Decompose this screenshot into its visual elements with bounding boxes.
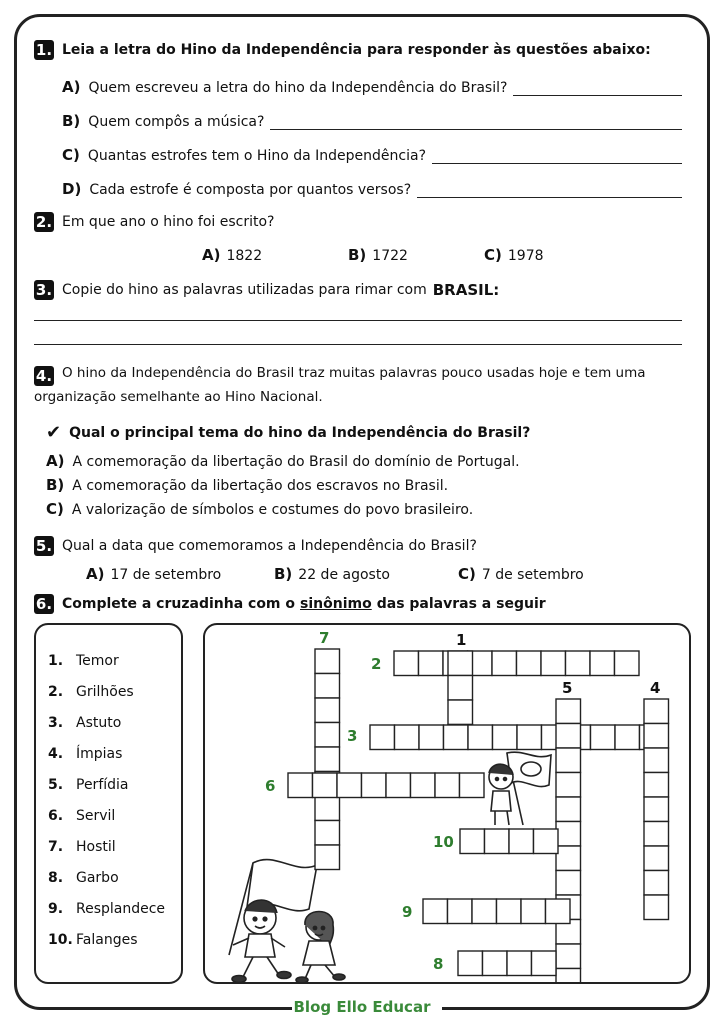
crossword-cell[interactable]: [448, 651, 473, 676]
item-text: Quem compôs a música?: [88, 114, 265, 130]
crossword-cell[interactable]: [644, 748, 669, 773]
word-list-item: [48, 800, 165, 831]
item-text: Cada estrofe é composta por quantos versos?: [89, 182, 412, 198]
crossword-cell[interactable]: [448, 676, 473, 701]
word-number: 7.: [48, 838, 64, 855]
option-letter: C): [458, 565, 476, 583]
word-text: Hostil: [76, 838, 116, 855]
word-list-item: [48, 831, 165, 862]
crossword-cell[interactable]: [509, 829, 534, 854]
crossword-cell[interactable]: [423, 899, 448, 924]
question-number: 1.: [35, 41, 53, 59]
word-text: Perfídia: [76, 776, 129, 793]
crossword-cell[interactable]: [644, 773, 669, 798]
crossword-grid[interactable]: [205, 625, 691, 984]
option-text: 22 de agosto: [298, 567, 390, 583]
crossword-cell[interactable]: [419, 651, 444, 676]
q5-option-c[interactable]: [458, 565, 584, 583]
crossword-cell[interactable]: [386, 773, 411, 798]
clue-number-n10: 10: [433, 833, 454, 851]
subquestion-text: Qual o principal tema do hino da Independência do Brasil?: [69, 424, 531, 441]
crossword-cell[interactable]: [460, 829, 485, 854]
question-6: [34, 594, 546, 614]
crossword-cell[interactable]: [448, 899, 473, 924]
word-list-item: [48, 769, 165, 800]
crossword-cell[interactable]: [644, 846, 669, 871]
clue-number-n1: 1: [456, 631, 467, 649]
crossword-cell[interactable]: [468, 725, 493, 750]
question-2-text: Em que ano o hino foi escrito?: [62, 214, 275, 230]
crossword-cell[interactable]: [362, 773, 387, 798]
option-text: A comemoração da libertação dos escravos no Brasil.: [72, 478, 449, 494]
word-text: Servil: [76, 807, 116, 824]
item-letter: B): [62, 112, 81, 130]
word-list-item: [48, 862, 165, 893]
checkmark-icon: ✔: [46, 422, 62, 443]
crossword-cell[interactable]: [394, 651, 419, 676]
q2-option-a[interactable]: [202, 246, 262, 264]
question-3: [34, 280, 499, 300]
option-letter: A): [46, 452, 65, 470]
question-number: 6.: [35, 595, 53, 613]
item-letter: C): [62, 146, 80, 164]
word-list-item: [48, 738, 165, 769]
crossword-cell[interactable]: [507, 951, 532, 976]
word-list-item: [48, 893, 165, 924]
crossword-cell[interactable]: [483, 951, 508, 976]
question-3-text: Copie do hino as palavras utilizadas para rimar com: [62, 282, 427, 298]
question-4-subquestion: [46, 422, 530, 443]
crossword-cell[interactable]: [644, 797, 669, 822]
clue-number-n5: 5: [562, 679, 573, 697]
clue-number-n3: 3: [347, 727, 358, 745]
crossword-cell[interactable]: [370, 725, 395, 750]
crossword-cell[interactable]: [435, 773, 460, 798]
question-1: [34, 40, 651, 60]
word-list-item: [48, 707, 165, 738]
option-letter: A): [202, 246, 221, 264]
crossword-cell[interactable]: [337, 773, 362, 798]
answer-line[interactable]: [432, 150, 682, 164]
q4-option-b[interactable]: [46, 476, 448, 494]
crossword-cell[interactable]: [444, 725, 469, 750]
q1-item-d: [62, 180, 682, 198]
crossword-cell[interactable]: [517, 651, 542, 676]
word-number: 8.: [48, 869, 64, 886]
question-2: [34, 212, 274, 232]
option-text: 7 de setembro: [481, 567, 584, 583]
question-number: 4.: [35, 367, 53, 385]
q1-item-b: [62, 112, 682, 130]
word-list-item: [48, 645, 165, 676]
item-text: Quantas estrofes tem o Hino da Independência?: [87, 148, 427, 164]
question-number: 2.: [35, 213, 53, 231]
crossword-cell[interactable]: [591, 725, 616, 750]
crossword-cell[interactable]: [556, 969, 581, 985]
clue-number-n2: 2: [371, 655, 382, 673]
word-text: Falanges: [76, 931, 138, 948]
question-1-title: Leia a letra do Hino da Independência para responder às questões abaixo:: [62, 42, 651, 58]
answer-line[interactable]: [270, 116, 682, 130]
crossword-cell[interactable]: [313, 773, 338, 798]
clue-number-n9: 9: [402, 903, 413, 921]
underlined-word: sinônimo: [300, 596, 372, 612]
word-number: 3.: [48, 714, 64, 731]
word-text: Resplandece: [76, 900, 166, 917]
crossword-cell[interactable]: [541, 651, 566, 676]
q2-option-c[interactable]: [484, 246, 544, 264]
crossword-cell[interactable]: [556, 699, 581, 724]
crossword-cell[interactable]: [315, 674, 340, 699]
item-text: Quem escreveu a letra do hino da Independência do Brasil?: [88, 80, 508, 96]
question-number: 3.: [35, 281, 53, 299]
answer-line[interactable]: [34, 344, 682, 345]
crossword-cell[interactable]: [492, 651, 517, 676]
crossword-cell[interactable]: [556, 724, 581, 749]
answer-line[interactable]: [513, 82, 682, 96]
crossword-cell[interactable]: [556, 773, 581, 798]
q4-option-c[interactable]: [46, 500, 473, 518]
crossword-cell[interactable]: [315, 723, 340, 748]
crossword-cell[interactable]: [395, 725, 420, 750]
crossword-cell[interactable]: [517, 725, 542, 750]
word-list-box: [34, 623, 183, 984]
option-letter: C): [484, 246, 502, 264]
crossword-cell[interactable]: [556, 846, 581, 871]
word-list-item: [48, 676, 165, 707]
crossword-cell[interactable]: [644, 895, 669, 920]
footer-brand: Blog Ello Educar: [293, 998, 431, 1016]
option-letter: B): [348, 246, 367, 264]
clue-number-n4: 4: [650, 679, 661, 697]
crossword-cell[interactable]: [315, 649, 340, 674]
word-number: 5.: [48, 776, 64, 793]
crossword-cell[interactable]: [556, 797, 581, 822]
clue-number-n7: 7: [319, 629, 330, 647]
word-number: 4.: [48, 745, 64, 762]
crossword-cell[interactable]: [448, 700, 473, 725]
q2-option-b[interactable]: [348, 246, 408, 264]
crossword-cell[interactable]: [485, 829, 510, 854]
option-letter: A): [86, 565, 105, 583]
q1-item-a: [62, 78, 682, 96]
clue-number-n8: 8: [433, 955, 444, 973]
item-letter: A): [62, 78, 81, 96]
crossword-cell[interactable]: [556, 944, 581, 969]
keyword: BRASIL:: [432, 281, 500, 299]
crossword-cell[interactable]: [615, 651, 640, 676]
crossword-cell[interactable]: [615, 725, 640, 750]
question-6-text: Complete a cruzadinha com o: [62, 596, 296, 612]
crossword-cell[interactable]: [521, 899, 546, 924]
crossword-cell[interactable]: [556, 871, 581, 896]
crossword-cell[interactable]: [315, 796, 340, 821]
item-letter: D): [62, 180, 82, 198]
option-letter: C): [46, 500, 64, 518]
answer-line[interactable]: [417, 184, 682, 198]
q4-option-a[interactable]: [46, 452, 520, 470]
word-number: 6.: [48, 807, 64, 824]
option-letter: B): [46, 476, 65, 494]
question-5-text: Qual a data que comemoramos a Independência do Brasil?: [62, 538, 477, 554]
word-text: Astuto: [76, 714, 122, 731]
crossword-cell[interactable]: [644, 724, 669, 749]
crossword-cell[interactable]: [644, 871, 669, 896]
question-number: 5.: [35, 537, 53, 555]
word-list-item: [48, 924, 165, 955]
crossword-cell[interactable]: [532, 951, 557, 976]
word-number: 10.: [48, 931, 73, 948]
crossword-cell[interactable]: [546, 899, 571, 924]
word-list: [48, 645, 165, 955]
option-letter: B): [274, 565, 293, 583]
crossword-cell[interactable]: [590, 651, 615, 676]
option-text: 1978: [507, 248, 544, 264]
crossword-cell[interactable]: [566, 651, 591, 676]
option-text: 17 de setembro: [110, 567, 222, 583]
crossword-cell[interactable]: [472, 899, 497, 924]
question-4-text: O hino da Independência do Brasil traz muitas palavras pouco usadas hoje e tem uma organização semelhante ao Hino Nacional.: [34, 365, 646, 405]
question-6-text-end: das palavras a seguir: [376, 596, 546, 612]
crossword-cell[interactable]: [288, 773, 313, 798]
word-text: Ímpias: [76, 745, 123, 762]
crossword-box: [203, 623, 691, 984]
crossword-cell[interactable]: [419, 725, 444, 750]
word-text: Garbo: [76, 869, 119, 886]
crossword-cell[interactable]: [411, 773, 436, 798]
crossword-cell[interactable]: [556, 822, 581, 847]
option-text: 1822: [226, 248, 263, 264]
crossword-cell[interactable]: [315, 747, 340, 772]
crossword-cell[interactable]: [458, 951, 483, 976]
clue-number-n6: 6: [265, 777, 276, 795]
option-text: A comemoração da libertação do Brasil do domínio de Portugal.: [72, 454, 520, 470]
q1-item-c: [62, 146, 682, 164]
crossword-cell[interactable]: [556, 748, 581, 773]
word-text: Temor: [76, 652, 119, 669]
word-text: Grilhões: [76, 683, 134, 700]
crossword-cell[interactable]: [315, 845, 340, 870]
crossword-cell[interactable]: [315, 821, 340, 846]
word-number: 9.: [48, 900, 64, 917]
option-text: 1722: [372, 248, 408, 264]
crossword-cell[interactable]: [493, 725, 518, 750]
question-5: [34, 536, 477, 556]
crossword-cell[interactable]: [644, 699, 669, 724]
q5-option-b[interactable]: [274, 565, 390, 583]
word-number: 1.: [48, 652, 64, 669]
crossword-cell[interactable]: [460, 773, 485, 798]
crossword-cell[interactable]: [315, 698, 340, 723]
option-text: A valorização de símbolos e costumes do povo brasileiro.: [71, 502, 474, 518]
q5-option-a[interactable]: [86, 565, 221, 583]
crossword-cell[interactable]: [644, 822, 669, 847]
crossword-cell[interactable]: [534, 829, 559, 854]
question-4: [34, 362, 684, 409]
crossword-cell[interactable]: [497, 899, 522, 924]
answer-line[interactable]: [34, 320, 682, 321]
word-number: 2.: [48, 683, 64, 700]
crossword-cells[interactable]: [288, 649, 669, 984]
